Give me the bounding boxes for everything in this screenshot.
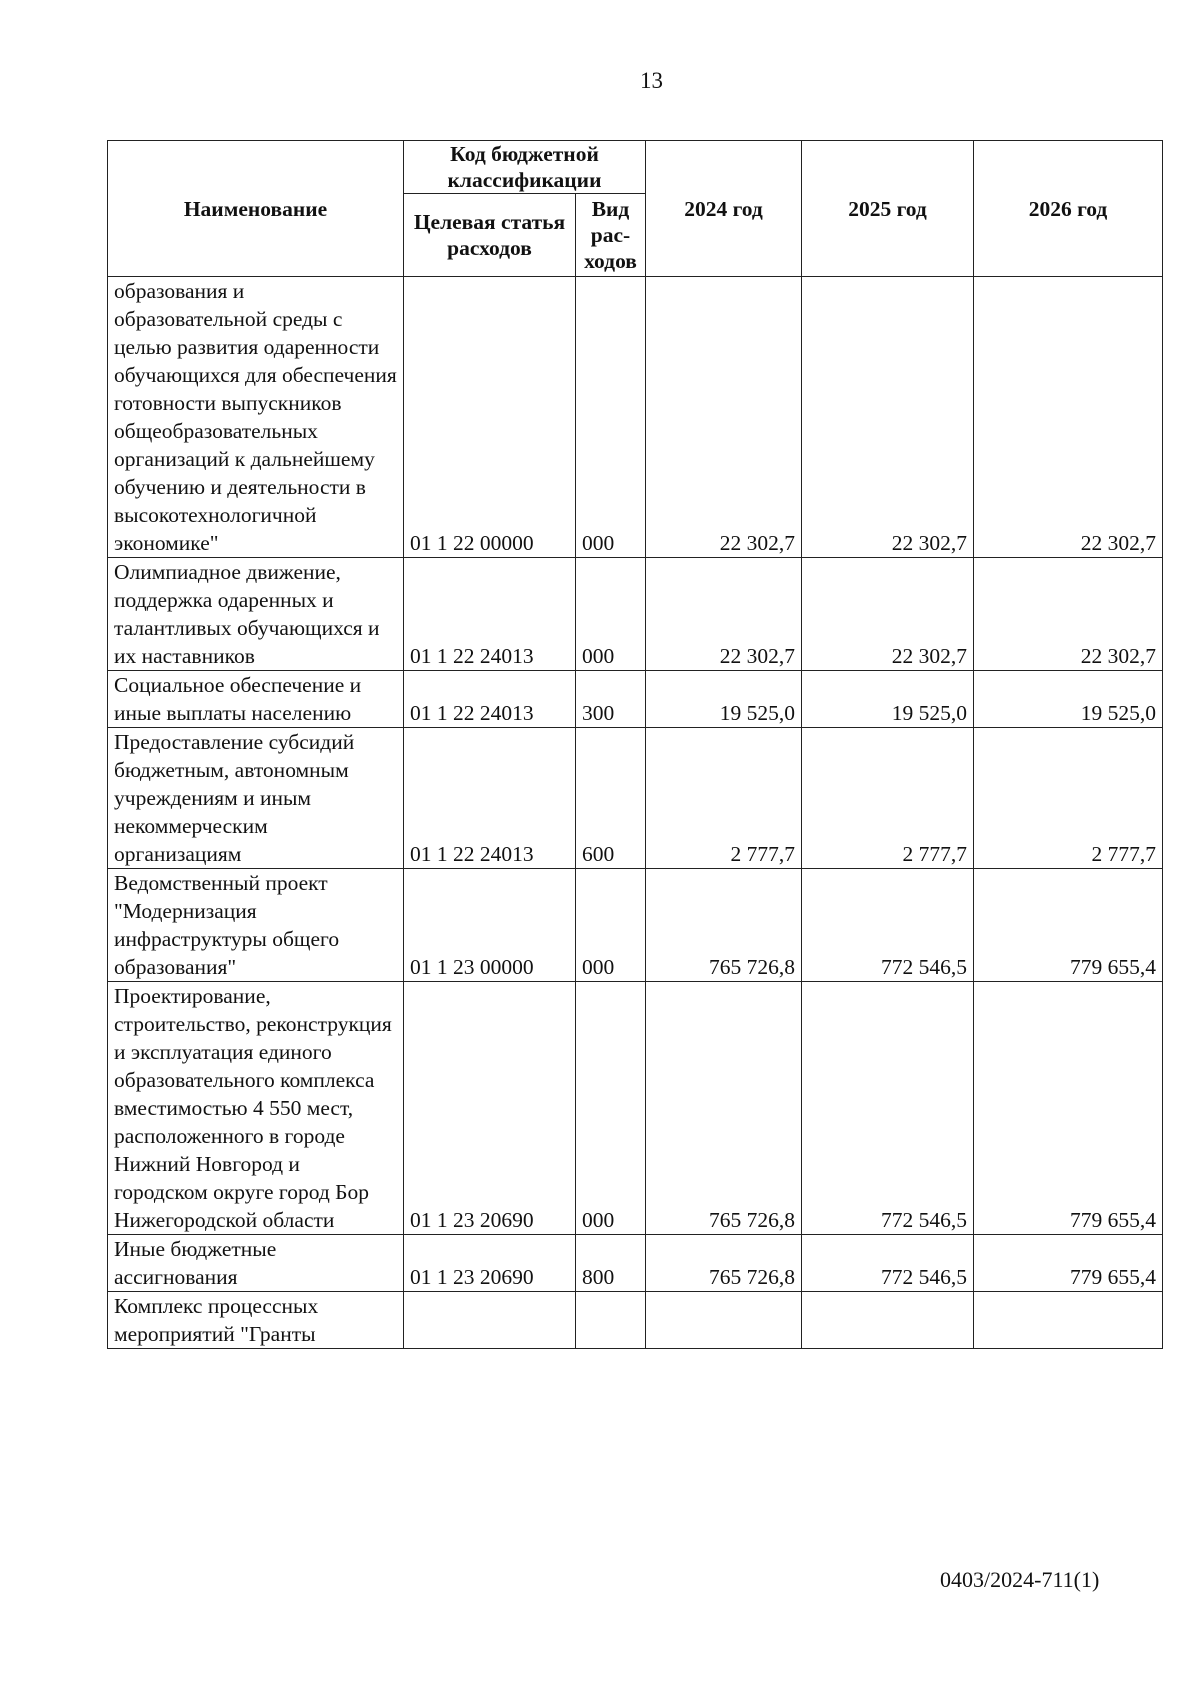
- row-value-2025: 772 546,5: [802, 982, 974, 1235]
- row-value-2025: 772 546,5: [802, 869, 974, 982]
- row-value-2025: 22 302,7: [802, 277, 974, 558]
- document-code: 0403/2024-711(1): [940, 1567, 1100, 1592]
- row-name: Предоставление субсидий бюджетным, автономным учреждениям и иным некоммерческим организациям: [108, 728, 404, 869]
- header-2024: 2024 год: [646, 141, 802, 277]
- row-name: Олимпиадное движение, поддержка одаренных и талантливых обучающихся и их наставников: [108, 558, 404, 671]
- row-target-article: 01 1 23 20690: [404, 1235, 576, 1292]
- row-target-article: [404, 1292, 576, 1349]
- row-target-article: 01 1 22 00000: [404, 277, 576, 558]
- row-target-article: 01 1 22 24013: [404, 671, 576, 728]
- header-2026: 2026 год: [974, 141, 1163, 277]
- row-name: Проектирование, строительство, реконструкция и эксплуатация единого образовательного комплекса вместимостью 4 550 мест, расположенного в городе Нижний Новгород и городском округе город Бор Нижегородской области: [108, 982, 404, 1235]
- table-row: [108, 671, 1163, 728]
- table-row: [108, 277, 1163, 558]
- row-value-2024: 19 525,0: [646, 671, 802, 728]
- row-expense-type: 600: [576, 728, 646, 869]
- row-value-2026: [974, 1292, 1163, 1349]
- row-value-2026: 22 302,7: [974, 558, 1163, 671]
- row-value-2024: 22 302,7: [646, 558, 802, 671]
- row-expense-type: [576, 1292, 646, 1349]
- header-expense-type: Вид рас- ходов: [576, 194, 646, 277]
- row-value-2026: 779 655,4: [974, 869, 1163, 982]
- row-name: Иные бюджетные ассигнования: [108, 1235, 404, 1292]
- row-value-2026: 19 525,0: [974, 671, 1163, 728]
- row-value-2024: 2 777,7: [646, 728, 802, 869]
- row-expense-type: 800: [576, 1235, 646, 1292]
- header-target-article: Целевая статья расходов: [404, 194, 576, 277]
- budget-table: [107, 140, 1163, 1349]
- row-value-2025: 772 546,5: [802, 1235, 974, 1292]
- row-target-article: 01 1 23 00000: [404, 869, 576, 982]
- row-value-2024: 22 302,7: [646, 277, 802, 558]
- row-expense-type: 000: [576, 982, 646, 1235]
- table-row: [108, 728, 1163, 869]
- table-row: [108, 1235, 1163, 1292]
- header-2025: 2025 год: [802, 141, 974, 277]
- table-row: [108, 558, 1163, 671]
- row-name: Социальное обеспечение и иные выплаты населению: [108, 671, 404, 728]
- row-expense-type: 000: [576, 277, 646, 558]
- row-target-article: 01 1 23 20690: [404, 982, 576, 1235]
- row-expense-type: 300: [576, 671, 646, 728]
- header-bk-group: Код бюджетной классификации: [404, 141, 646, 194]
- row-target-article: 01 1 22 24013: [404, 558, 576, 671]
- table-row: [108, 982, 1163, 1235]
- row-name: Комплекс процессных мероприятий "Гранты: [108, 1292, 404, 1349]
- row-value-2024: [646, 1292, 802, 1349]
- row-value-2024: 765 726,8: [646, 1235, 802, 1292]
- row-value-2024: 765 726,8: [646, 982, 802, 1235]
- row-value-2025: 22 302,7: [802, 558, 974, 671]
- row-value-2025: 19 525,0: [802, 671, 974, 728]
- row-value-2025: 2 777,7: [802, 728, 974, 869]
- row-expense-type: 000: [576, 869, 646, 982]
- page-number: 13: [640, 68, 663, 93]
- row-name: Ведомственный проект "Модернизация инфраструктуры общего образования": [108, 869, 404, 982]
- row-value-2026: 779 655,4: [974, 982, 1163, 1235]
- row-value-2026: 22 302,7: [974, 277, 1163, 558]
- header-name: Наименование: [108, 141, 404, 277]
- row-name: образования и образовательной среды с целью развития одаренности обучающихся для обеспечения готовности выпускников общеобразовательных организаций к дальнейшему обучению и деятельности в высокотехнологичной экономике": [108, 277, 404, 558]
- row-expense-type: 000: [576, 558, 646, 671]
- row-value-2026: 779 655,4: [974, 1235, 1163, 1292]
- row-value-2026: 2 777,7: [974, 728, 1163, 869]
- row-value-2025: [802, 1292, 974, 1349]
- row-value-2024: 765 726,8: [646, 869, 802, 982]
- table-row: [108, 1292, 1163, 1349]
- row-target-article: 01 1 22 24013: [404, 728, 576, 869]
- table-row: [108, 869, 1163, 982]
